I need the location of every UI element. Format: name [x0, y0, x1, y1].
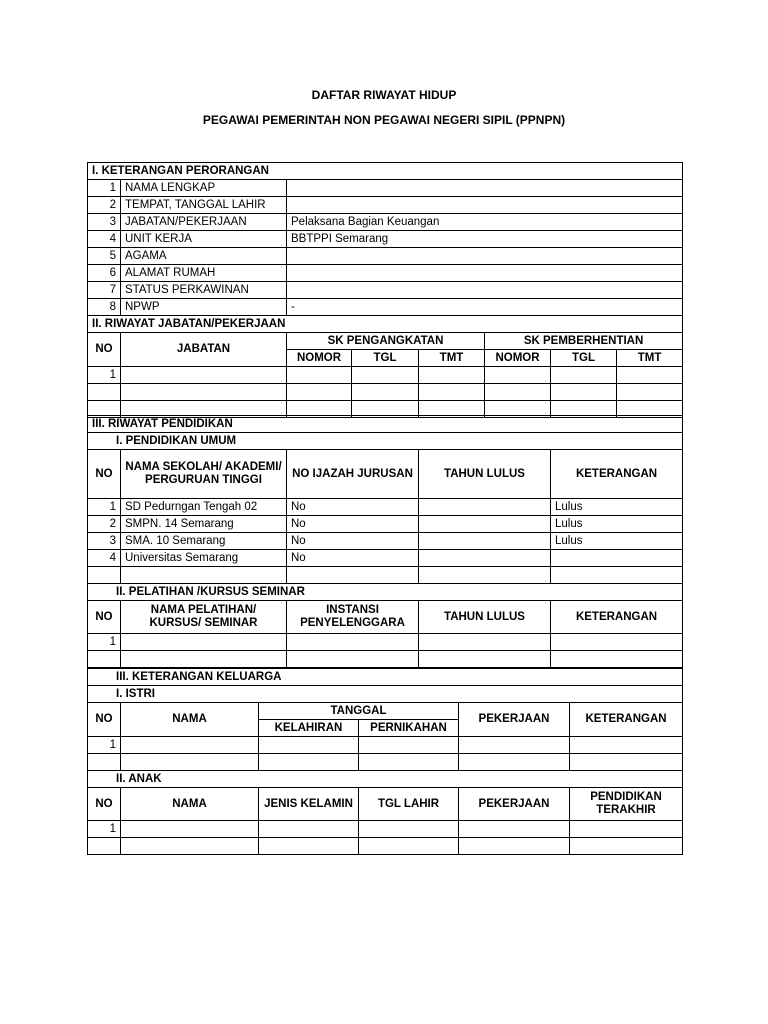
table-cell[interactable]	[121, 821, 259, 838]
table-cell[interactable]	[570, 737, 683, 754]
table-cell[interactable]	[617, 367, 683, 384]
row-number: 1	[88, 634, 121, 651]
row-number: 5	[88, 248, 121, 265]
table-cell[interactable]	[359, 754, 459, 771]
education-row	[88, 499, 683, 516]
field-label: STATUS PERKAWINAN	[121, 282, 287, 299]
section-heading-perorangan: I. KETERANGAN PERORANGAN	[88, 163, 683, 180]
col-header-sub: TMT	[617, 350, 683, 367]
field-label: ALAMAT RUMAH	[121, 265, 287, 282]
table-cell[interactable]	[121, 754, 259, 771]
table-cell	[88, 838, 121, 855]
training-row	[88, 634, 683, 651]
table-cell[interactable]	[287, 367, 352, 384]
row-number: 1	[88, 499, 121, 516]
field-label: TEMPAT, TANGGAL LAHIR	[121, 197, 287, 214]
form-table-keluarga	[87, 668, 683, 855]
col-header-pekerjaan: PEKERJAAN	[459, 703, 570, 737]
personal-info-row	[88, 265, 683, 282]
year-value[interactable]	[419, 499, 551, 516]
col-header-tanggal: TANGGAL	[259, 703, 459, 720]
field-label: NAMA LENGKAP	[121, 180, 287, 197]
table-cell	[88, 384, 121, 401]
personal-info-row	[88, 231, 683, 248]
row-number: 6	[88, 265, 121, 282]
table-cell[interactable]	[352, 367, 419, 384]
row-number: 2	[88, 197, 121, 214]
table-cell[interactable]	[259, 737, 359, 754]
col-header-sub: NOMOR	[485, 350, 551, 367]
header-row	[88, 333, 683, 350]
table-cell[interactable]	[419, 634, 551, 651]
field-value[interactable]	[287, 265, 683, 282]
table-cell[interactable]	[287, 651, 419, 668]
col-header-ijazah: NO IJAZAH JURUSAN	[287, 450, 419, 499]
header-row	[88, 703, 683, 720]
table-cell[interactable]	[570, 838, 683, 855]
row-number: 7	[88, 282, 121, 299]
row-number: 1	[88, 737, 121, 754]
note-value[interactable]: Lulus	[551, 516, 683, 533]
col-header-tahun: TAHUN LULUS	[419, 601, 551, 634]
table-cell[interactable]	[121, 567, 287, 584]
col-header-sub: TMT	[419, 350, 485, 367]
year-value[interactable]	[419, 550, 551, 567]
table-cell[interactable]	[459, 821, 570, 838]
section-row	[88, 416, 683, 433]
col-header-no: NO	[88, 333, 121, 367]
subsection-heading-umum: I. PENDIDIKAN UMUM	[88, 433, 683, 450]
col-header-no: NO	[88, 703, 121, 737]
table-cell[interactable]	[570, 821, 683, 838]
school-name[interactable]: SD Pedurngan Tengah 02	[121, 499, 287, 516]
table-cell[interactable]	[259, 754, 359, 771]
section-row	[88, 316, 683, 333]
col-header-nama: NAMA	[121, 788, 259, 821]
col-header-pernikahan: PERNIKAHAN	[359, 720, 459, 737]
header-row	[88, 601, 683, 634]
table-cell[interactable]	[352, 384, 419, 401]
school-name[interactable]: Universitas Semarang	[121, 550, 287, 567]
section-row	[88, 686, 683, 703]
table-cell[interactable]	[121, 634, 287, 651]
child-row	[88, 838, 683, 855]
table-cell	[88, 651, 121, 668]
table-cell[interactable]	[121, 838, 259, 855]
col-header-pendidikan: PENDIDIKAN TERAKHIR	[570, 788, 683, 821]
table-cell[interactable]	[259, 821, 359, 838]
col-header-no: NO	[88, 788, 121, 821]
note-value[interactable]: Lulus	[551, 533, 683, 550]
ijazah-value[interactable]: No	[287, 533, 419, 550]
section-row	[88, 163, 683, 180]
field-value[interactable]	[287, 248, 683, 265]
col-header-keterangan: KETERANGAN	[551, 601, 683, 634]
field-value[interactable]	[287, 282, 683, 299]
education-row	[88, 567, 683, 584]
field-label: JABATAN/PEKERJAAN	[121, 214, 287, 231]
table-cell[interactable]	[419, 651, 551, 668]
col-header-jabatan: JABATAN	[121, 333, 287, 367]
col-header-nama: NAMA	[121, 703, 259, 737]
child-row	[88, 821, 683, 838]
table-cell[interactable]	[359, 737, 459, 754]
col-header-no: NO	[88, 601, 121, 634]
table-cell[interactable]	[551, 567, 683, 584]
jabatan-row	[88, 367, 683, 384]
table-cell[interactable]	[551, 634, 683, 651]
section-row	[88, 584, 683, 601]
table-cell	[88, 567, 121, 584]
row-number: 2	[88, 516, 121, 533]
section-row	[88, 433, 683, 450]
table-cell	[88, 754, 121, 771]
col-header-pekerjaan: PEKERJAAN	[459, 788, 570, 821]
table-cell[interactable]	[121, 384, 287, 401]
row-number: 1	[88, 180, 121, 197]
row-number: 1	[88, 367, 121, 384]
row-number: 4	[88, 231, 121, 248]
table-cell[interactable]	[551, 367, 617, 384]
subsection-heading-anak: II. ANAK	[88, 771, 683, 788]
field-value[interactable]	[287, 180, 683, 197]
doc-subtitle: PEGAWAI PEMERINTAH NON PEGAWAI NEGERI SIPIL (PPNPN)	[202, 113, 566, 127]
row-number: 3	[88, 214, 121, 231]
school-name[interactable]: SMPN. 14 Semarang	[121, 516, 287, 533]
table-cell[interactable]	[359, 838, 459, 855]
col-header-sk-pengangkatan: SK PENGANGKATAN	[287, 333, 485, 350]
col-header-sub: NOMOR	[287, 350, 352, 367]
jabatan-row	[88, 384, 683, 401]
table-cell[interactable]	[485, 384, 551, 401]
table-cell[interactable]	[485, 367, 551, 384]
section-heading-pendidikan: III. RIWAYAT PENDIDIKAN	[88, 416, 683, 433]
field-label: NPWP	[121, 299, 287, 316]
personal-info-row	[88, 248, 683, 265]
row-number: 4	[88, 550, 121, 567]
table-cell[interactable]	[459, 737, 570, 754]
field-value[interactable]: -	[287, 299, 683, 316]
ijazah-value[interactable]: No	[287, 499, 419, 516]
school-name[interactable]: SMA. 10 Semarang	[121, 533, 287, 550]
section-row	[88, 669, 683, 686]
col-header-tgl-lahir: TGL LAHIR	[359, 788, 459, 821]
personal-info-row	[88, 214, 683, 231]
form-table-pendidikan	[87, 415, 683, 668]
col-header-jenis-kelamin: JENIS KELAMIN	[259, 788, 359, 821]
spouse-row	[88, 737, 683, 754]
table-cell[interactable]	[287, 567, 419, 584]
table-cell[interactable]	[551, 651, 683, 668]
table-cell[interactable]	[570, 754, 683, 771]
table-cell[interactable]	[419, 567, 551, 584]
personal-info-row	[88, 197, 683, 214]
table-cell[interactable]	[419, 384, 485, 401]
col-header-kelahiran: KELAHIRAN	[259, 720, 359, 737]
form-table-perorangan-jabatan	[87, 162, 683, 418]
row-number: 1	[88, 821, 121, 838]
field-value[interactable]: BBTPPI Semarang	[287, 231, 683, 248]
ijazah-value[interactable]: No	[287, 516, 419, 533]
col-header-sekolah: NAMA SEKOLAH/ AKADEMI/ PERGURUAN TINGGI	[121, 450, 287, 499]
field-label: UNIT KERJA	[121, 231, 287, 248]
table-cell[interactable]	[121, 651, 287, 668]
subsection-heading-keluarga: III. KETERANGAN KELUARGA	[88, 669, 683, 686]
row-number: 3	[88, 533, 121, 550]
ijazah-value[interactable]: No	[287, 550, 419, 567]
field-label: AGAMA	[121, 248, 287, 265]
table-cell[interactable]	[287, 634, 419, 651]
table-cell[interactable]	[121, 367, 287, 384]
col-header-sk-pemberhentian: SK PEMBERHENTIAN	[485, 333, 683, 350]
col-header-tahun: TAHUN LULUS	[419, 450, 551, 499]
col-header-keterangan: KETERANGAN	[551, 450, 683, 499]
col-header-sub: TGL	[352, 350, 419, 367]
col-header-sub: TGL	[551, 350, 617, 367]
section-row	[88, 771, 683, 788]
field-value[interactable]	[287, 197, 683, 214]
table-cell[interactable]	[459, 838, 570, 855]
table-cell[interactable]	[287, 384, 352, 401]
table-cell[interactable]	[121, 737, 259, 754]
education-row	[88, 533, 683, 550]
education-row	[88, 516, 683, 533]
table-cell[interactable]	[459, 754, 570, 771]
col-header-pelatihan: NAMA PELATIHAN/ KURSUS/ SEMINAR	[121, 601, 287, 634]
personal-info-row	[88, 180, 683, 197]
table-cell[interactable]	[551, 384, 617, 401]
note-value[interactable]	[551, 550, 683, 567]
personal-info-row	[88, 282, 683, 299]
personal-info-row	[88, 299, 683, 316]
subsection-heading-istri: I. ISTRI	[88, 686, 683, 703]
note-value[interactable]: Lulus	[551, 499, 683, 516]
header-row	[88, 450, 683, 499]
field-value[interactable]: Pelaksana Bagian Keuangan	[287, 214, 683, 231]
col-header-instansi: INSTANSI PENYELENGGARA	[287, 601, 419, 634]
row-number: 8	[88, 299, 121, 316]
col-header-keterangan: KETERANGAN	[570, 703, 683, 737]
doc-title: DAFTAR RIWAYAT HIDUP	[311, 88, 457, 102]
table-cell[interactable]	[617, 384, 683, 401]
table-cell[interactable]	[359, 821, 459, 838]
subsection-heading-pelatihan: II. PELATIHAN /KURSUS SEMINAR	[88, 584, 683, 601]
section-heading-jabatan: II. RIWAYAT JABATAN/PEKERJAAN	[88, 316, 683, 333]
col-header-no: NO	[88, 450, 121, 499]
education-row	[88, 550, 683, 567]
table-cell[interactable]	[419, 367, 485, 384]
year-value[interactable]	[419, 516, 551, 533]
year-value[interactable]	[419, 533, 551, 550]
header-row	[88, 788, 683, 821]
spouse-row	[88, 754, 683, 771]
table-cell[interactable]	[259, 838, 359, 855]
training-row	[88, 651, 683, 668]
